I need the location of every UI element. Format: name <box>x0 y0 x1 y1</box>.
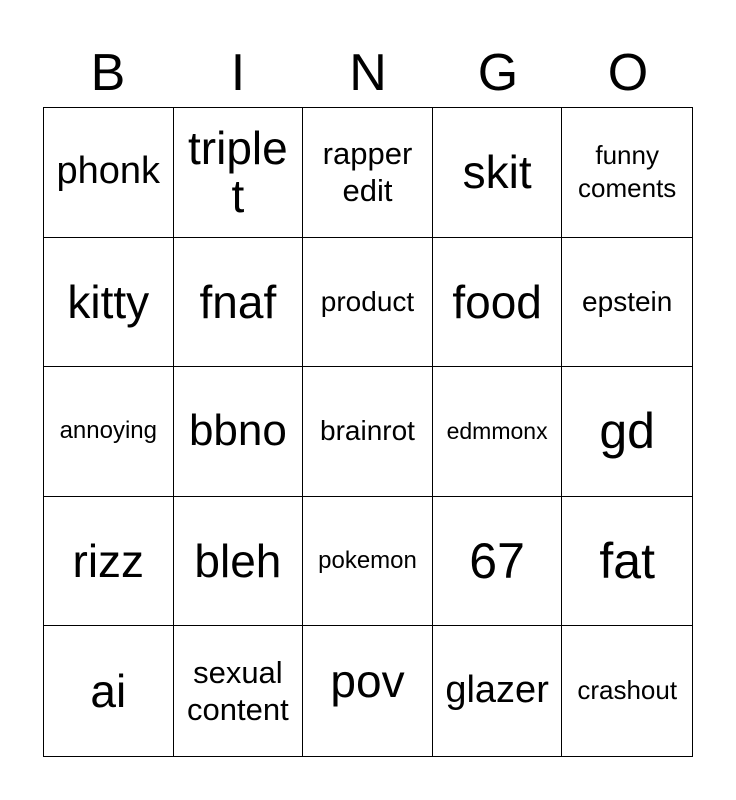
bingo-cell[interactable] <box>303 497 433 627</box>
bingo-cell[interactable] <box>562 108 692 238</box>
bingo-cell[interactable] <box>433 626 563 756</box>
bingo-header <box>43 38 693 108</box>
bingo-cell[interactable] <box>44 367 174 497</box>
cell-label: rizz <box>72 534 145 587</box>
cell-label: kitty <box>67 275 150 328</box>
cell-label: fat <box>599 532 655 589</box>
header-letter-g: G <box>477 44 519 102</box>
cell-label: funny coments <box>578 139 677 204</box>
cell-label: rapper edit <box>322 136 413 209</box>
cell-label: phonk <box>56 150 161 193</box>
cell-label: sexual content <box>187 655 289 728</box>
bingo-cell[interactable] <box>174 238 304 368</box>
cell-label: epstein <box>582 285 673 317</box>
header-letter-n: N <box>349 44 387 102</box>
bingo-cell[interactable] <box>44 497 174 627</box>
bingo-cell[interactable] <box>174 108 304 238</box>
bingo-cell[interactable] <box>433 497 563 627</box>
bingo-cell[interactable] <box>562 367 692 497</box>
bingo-cell[interactable] <box>303 626 433 756</box>
cell-label: 67 <box>469 532 525 589</box>
header-letter-i: I <box>230 44 246 102</box>
cell-label: gd <box>599 403 655 460</box>
cell-label: fnaf <box>199 275 277 328</box>
bingo-cell[interactable] <box>433 238 563 368</box>
cell-label: annoying <box>59 417 157 445</box>
bingo-cell[interactable] <box>562 497 692 627</box>
cell-label: skit <box>462 146 532 199</box>
cell-label: crashout <box>577 675 678 706</box>
bingo-cell[interactable] <box>174 367 304 497</box>
bingo-cell[interactable] <box>44 626 174 756</box>
cell-label: ai <box>90 665 127 718</box>
bingo-cell[interactable] <box>433 367 563 497</box>
bingo-cell[interactable] <box>174 626 304 756</box>
cell-label: food <box>452 275 542 328</box>
bingo-cell[interactable] <box>562 238 692 368</box>
cell-label: triple t <box>188 122 288 223</box>
cell-label: edmmonx <box>446 417 548 444</box>
bingo-cell[interactable] <box>303 367 433 497</box>
cell-label: pov <box>330 655 405 708</box>
cell-label: pokemon <box>318 546 417 574</box>
cell-label: product <box>320 285 415 317</box>
bingo-board <box>43 107 693 757</box>
header-letter-o: O <box>607 44 649 102</box>
cell-label: brainrot <box>320 415 415 447</box>
bingo-cell[interactable] <box>44 108 174 238</box>
cell-label: bbno <box>188 406 287 456</box>
bingo-cell[interactable] <box>303 108 433 238</box>
header-letter-b: B <box>90 44 126 102</box>
bingo-cell[interactable] <box>303 238 433 368</box>
bingo-cell[interactable] <box>562 626 692 756</box>
bingo-cell[interactable] <box>174 497 304 627</box>
cell-label: glazer <box>445 669 549 712</box>
bingo-cell[interactable] <box>44 238 174 368</box>
cell-label: bleh <box>194 534 282 587</box>
bingo-cell[interactable] <box>433 108 563 238</box>
